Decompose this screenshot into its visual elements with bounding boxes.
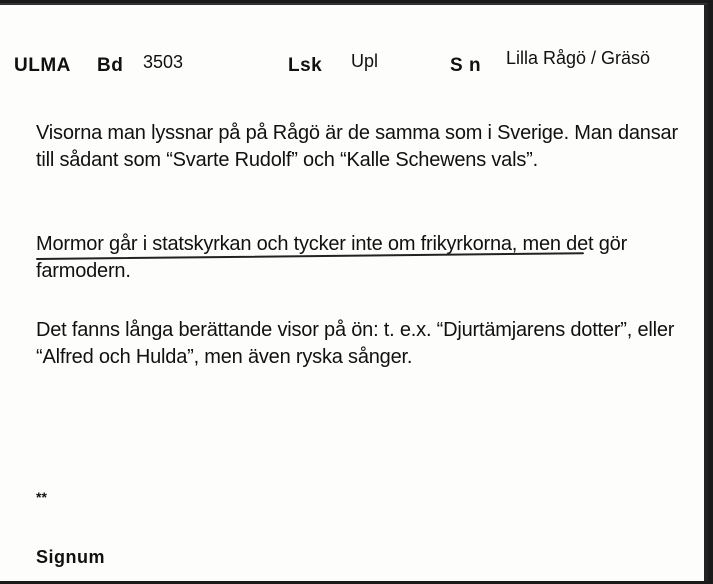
volume-value-field: [143, 52, 183, 74]
archive-field: [14, 55, 71, 77]
paragraph-1: Visorna man lyssnar på på Rågö är de samma som i Sverige. Man dansar till sådant som “Svarte Rudolf” och “Kalle Schewens vals”.: [36, 122, 678, 171]
volume-label: Bd: [97, 55, 124, 76]
paragraph-2: Mormor går i statskyrkan och tycker inte om frikyrkorna, men det gör farmodern.: [36, 233, 628, 282]
volume-value: 3503: [143, 52, 184, 72]
archive-label: ULMA: [14, 55, 71, 76]
paragraph-3: Det fanns långa berättande visor på ön: t. e.x. “Djurtämjarens dotter”, eller “Alfred och Hulda”, men även ryska sånger.: [36, 319, 675, 368]
province-value-field: [351, 51, 378, 73]
volume-field: [97, 55, 123, 77]
parish-field: [450, 55, 481, 77]
parish-value: Lilla Rågö / Gräsö: [506, 48, 651, 68]
signum-label: Signum: [36, 547, 105, 567]
parish-value-field: [506, 48, 650, 70]
province-label: Lsk: [288, 55, 323, 76]
stars-marker: **: [36, 489, 47, 505]
parish-label: S n: [450, 55, 482, 76]
archive-card: [0, 3, 708, 581]
province-value: Upl: [351, 51, 379, 71]
province-field: [288, 55, 322, 77]
